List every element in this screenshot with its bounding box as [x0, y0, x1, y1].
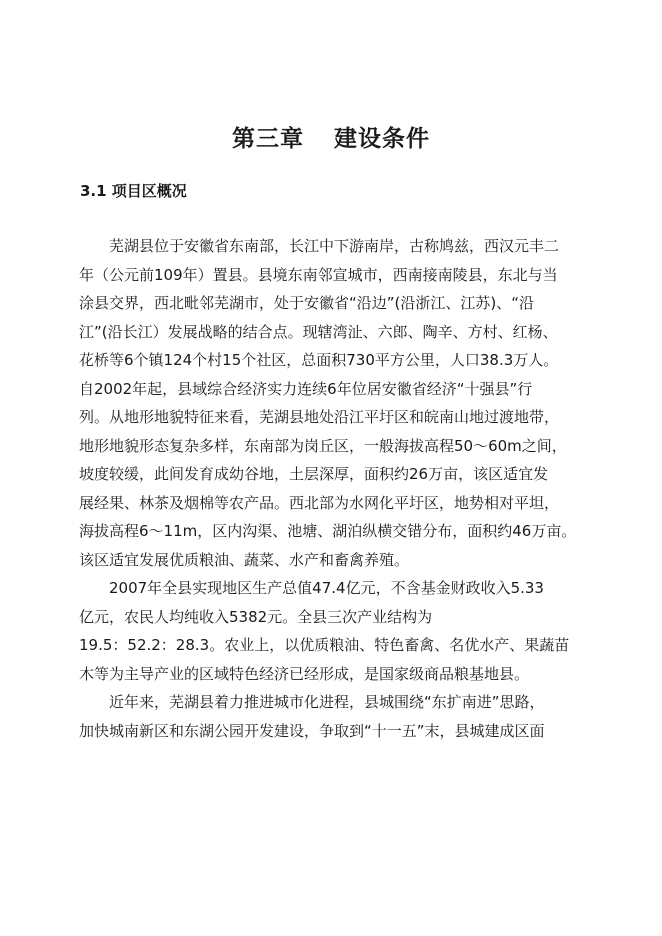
text-line: 花桥等6个镇124个村15个社区，总面积730平方公里，人口38.3万人。: [79, 351, 559, 369]
chapter-number: 第三章: [232, 126, 304, 152]
text-line: 坡度较缓，此间发育成幼谷地，土层深厚，面积约26万亩，该区适宜发: [79, 465, 549, 483]
text-line: 该区适宜发展优质粮油、蔬菜、水产和畜禽养殖。: [79, 550, 410, 569]
body-text: [79, 232, 599, 745]
text-line: 木等为主导产业的区域特色经济已经形成，是国家级商品粮基地县。: [79, 664, 530, 683]
text-line: 芜湖县位于安徽省东南部，长江中下游南岸，古称鸠兹，西汉元丰二: [79, 237, 560, 255]
section-heading: 3.1 项目区概况: [80, 182, 187, 200]
text-line: 列。从地形地貌特征来看，芜湖县地处沿江平圩区和皖南山地过渡地带，: [79, 408, 560, 426]
text-line: 自2002年起，县域综合经济实力连续6年位居安徽省经济“十强县”行: [79, 379, 533, 398]
chapter-name: 建设条件: [334, 126, 430, 152]
text-line: 年（公元前109年）置县。县境东南邻宣城市，西南接南陵县，东北与当: [79, 265, 558, 284]
text-line: 加快城南新区和东湖公园开发建设，争取到“十一五”末，县城建成区面: [79, 721, 545, 740]
text-line: 展经果、林茶及烟棉等农产品。西北部为水网化平圩区，地势相对平坦，: [79, 493, 560, 512]
text-line: 海拔高程6～11m，区内沟渠、池塘、湖泊纵横交错分布，面积约46万亩。: [79, 522, 577, 540]
text-line: 亿元，农民人均纯收入5382元。全县三次产业结构为: [79, 607, 433, 626]
text-line: 江”(沿长江）发展战略的结合点。现辖湾沚、六郎、陶辛、方村、红杨、: [79, 322, 558, 341]
text-line: 19.5：52.2：28.3。农业上，以优质粮油、特色畜禽、名优水产、果蔬苗: [79, 636, 570, 654]
text-line: 涂县交界，西北毗邻芜湖市，处于安徽省“沿边”(沿浙江、江苏)、“沿: [79, 294, 535, 312]
chapter-title: [0, 120, 662, 153]
text-line: 2007年全县实现地区生产总值47.4亿元，不含基金财政收入5.33: [79, 579, 544, 597]
text-line: 地形地貌形态复杂多样，东南部为岗丘区，一般海拔高程50～60m之间，: [79, 436, 567, 455]
text-line: 近年来，芜湖县着力推进城市化进程，县城围绕“东扩南进”思路，: [79, 693, 545, 711]
